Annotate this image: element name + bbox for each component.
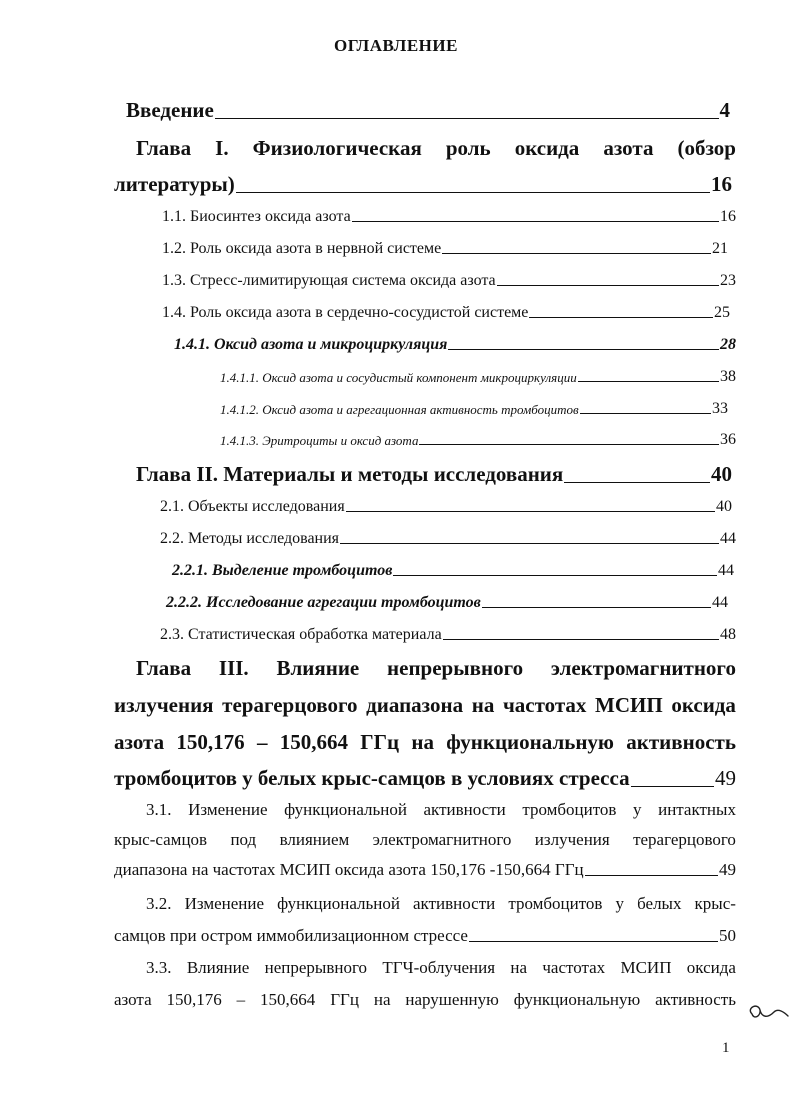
page-number: 1	[722, 1040, 730, 1056]
toc-label: 1.4.1.2. Оксид азота и агрегационная активность тромбоцитов	[220, 402, 579, 417]
word: электромагнитного	[550, 656, 736, 680]
toc-page: 48	[720, 626, 736, 643]
leader-line	[578, 381, 719, 382]
word: оксида	[514, 136, 580, 160]
toc-label: 1.2. Роль оксида азота в нервной системе	[162, 240, 442, 257]
toc-entry-1-1[interactable]	[162, 208, 736, 226]
word: у	[633, 800, 642, 819]
leader-line	[419, 444, 719, 445]
leader-line	[352, 221, 719, 222]
word: тромбоцитов	[522, 800, 617, 819]
leader-line	[215, 118, 719, 119]
word: 150,664	[260, 990, 316, 1009]
word: активность	[626, 730, 736, 754]
toc-label: 2.2.2. Исследование агрегации тромбоцитов	[166, 594, 481, 611]
toc-entry-1-3[interactable]	[162, 272, 736, 290]
chapter-3-heading-line-2	[114, 693, 736, 718]
toc-page: 44	[718, 562, 734, 579]
toc-entry-1-2[interactable]	[162, 240, 728, 258]
word: ГГц	[360, 730, 400, 754]
word: 3.1.	[146, 800, 172, 819]
word: на	[373, 990, 391, 1009]
word: крыс-	[694, 894, 736, 913]
leader-line	[580, 413, 711, 414]
toc-page: 49	[715, 766, 736, 790]
word: МСИП	[620, 958, 672, 977]
leader-line	[482, 607, 711, 608]
word: тромбоцитов	[508, 894, 603, 913]
chapter-1-heading-line-1[interactable]	[136, 136, 736, 161]
toc-label: 1.4.1.1. Оксид азота и сосудистый компонент микроциркуляции	[220, 370, 577, 385]
toc-label: 1.4.1. Оксид азота и микроциркуляция	[174, 336, 448, 353]
toc-label: литературы)	[114, 172, 235, 196]
page-title: ОГЛАВЛЕНИЕ	[334, 36, 458, 55]
word: влиянием	[279, 830, 350, 849]
word: оксида	[671, 693, 736, 717]
word: Влияние	[186, 958, 250, 977]
word: I.	[215, 136, 229, 160]
toc-page: 36	[720, 431, 736, 448]
word: излучения	[114, 693, 214, 717]
word: 150,176	[176, 730, 245, 754]
word: III.	[218, 656, 249, 680]
leader-line	[346, 511, 715, 512]
word: ТГЧ-облучения	[382, 958, 496, 977]
leader-line	[497, 285, 719, 286]
toc-page: 25	[714, 304, 730, 321]
word: крыс-самцов	[114, 830, 208, 849]
leader-line	[631, 786, 714, 787]
leader-line	[442, 253, 711, 254]
word: Изменение	[184, 894, 265, 913]
word: частотах	[542, 958, 606, 977]
toc-entry-chapter-1[interactable]	[114, 172, 732, 197]
toc-page: 23	[720, 272, 736, 289]
toc-entry-1-4-1-2[interactable]	[220, 400, 728, 418]
leader-line	[236, 192, 710, 193]
toc-page: 40	[711, 462, 732, 486]
word: роль	[445, 136, 491, 160]
toc-page: 40	[716, 498, 732, 515]
word: активность	[655, 990, 736, 1009]
word: азота	[114, 990, 152, 1009]
toc-label: 1.1. Биосинтез оксида азота	[162, 208, 351, 225]
toc-page: 28	[720, 336, 736, 353]
toc-page: 33	[712, 400, 728, 417]
toc-entry-2-2-2[interactable]	[166, 594, 728, 612]
word: функциональную	[513, 990, 641, 1009]
leader-line	[469, 941, 718, 942]
word: терагерцового	[222, 693, 358, 717]
toc-entry-2-2[interactable]	[160, 530, 736, 548]
word: Глава	[136, 136, 192, 160]
word: оксида	[686, 958, 736, 977]
toc-label: Глава II. Материалы и методы исследования	[136, 462, 564, 486]
toc-label: самцов при остром иммобилизационном стрессе	[114, 926, 468, 945]
word: на	[411, 730, 434, 754]
word: электромагнитного	[372, 830, 512, 849]
toc-entry-3-1[interactable]	[114, 860, 736, 880]
word: на	[471, 693, 495, 717]
toc-entry-2-3[interactable]	[160, 626, 736, 644]
toc-page: 4	[719, 98, 730, 122]
toc-label: диапазона на частотах МСИП оксида азота 150,176 -150,664 ГГц	[114, 860, 584, 879]
word: азота	[114, 730, 165, 754]
handwritten-signature	[744, 998, 790, 1024]
word: терагерцового	[633, 830, 736, 849]
toc-label: 2.1. Объекты исследования	[160, 498, 345, 515]
word: диапазона	[366, 693, 464, 717]
leader-line	[585, 875, 718, 876]
toc-entry-1-4-1-1[interactable]	[220, 368, 736, 386]
word: частотах	[502, 693, 587, 717]
toc-page: 38	[720, 368, 736, 385]
toc-entry-introduction[interactable]	[126, 98, 730, 123]
toc-page: 44	[720, 530, 736, 547]
toc-page: 16	[711, 172, 732, 196]
toc-page: 50	[719, 926, 736, 945]
word: активности	[413, 894, 496, 913]
toc-page: 44	[712, 594, 728, 611]
word: функциональной	[277, 894, 400, 913]
toc-entry-1-4[interactable]	[162, 304, 730, 322]
word: Влияние	[276, 656, 360, 680]
toc-label: 2.2.1. Выделение тромбоцитов	[172, 562, 393, 579]
toc-label: 1.3. Стресс-лимитирующая система оксида азота	[162, 272, 496, 289]
word: интактных	[658, 800, 736, 819]
word: белых	[637, 894, 682, 913]
toc-label: 1.4. Роль оксида азота в сердечно-сосудистой системе	[162, 304, 529, 321]
toc-label: 1.4.1.3. Эритроциты и оксид азота	[220, 433, 419, 448]
toc-entry-2-1[interactable]	[160, 498, 732, 516]
word: 150,176	[166, 990, 222, 1009]
toc-page: 16	[720, 208, 736, 225]
section-3-1-line-2	[114, 830, 736, 850]
word: Физиологическая	[252, 136, 422, 160]
word: азота	[603, 136, 654, 160]
word: Изменение	[188, 800, 268, 819]
word: МСИП	[595, 693, 663, 717]
word: непрерывного	[264, 958, 367, 977]
toc-entry-1-4-1-3[interactable]	[220, 431, 736, 449]
leader-line	[448, 349, 719, 350]
leader-line	[443, 639, 719, 640]
word: –	[236, 990, 246, 1009]
leader-line	[340, 543, 719, 544]
word: Глава	[136, 656, 192, 680]
toc-entry-1-4-1[interactable]	[174, 336, 736, 354]
word: активности	[423, 800, 506, 819]
chapter-3-heading-line-3	[114, 730, 736, 755]
section-3-3-line-2	[114, 990, 736, 1010]
toc-label: тромбоцитов у белых крыс-самцов в условиях стресса	[114, 766, 630, 790]
toc-page: 49	[719, 860, 736, 879]
section-3-3-line-1[interactable]	[146, 958, 736, 978]
word: на	[510, 958, 528, 977]
word: 3.2.	[146, 894, 172, 913]
leader-line	[393, 575, 717, 576]
word: функциональную	[446, 730, 614, 754]
word: под	[230, 830, 257, 849]
toc-entry-chapter-2[interactable]	[136, 462, 732, 487]
toc-page: 21	[712, 240, 728, 257]
word: непрерывного	[387, 656, 524, 680]
toc-entry-chapter-3[interactable]	[114, 766, 736, 791]
word: у	[615, 894, 625, 913]
section-3-2-line-1[interactable]	[146, 894, 736, 914]
toc-label: 2.3. Статистическая обработка материала	[160, 626, 442, 643]
toc-label: 2.2. Методы исследования	[160, 530, 340, 547]
word: 3.3.	[146, 958, 172, 977]
toc-entry-2-2-1[interactable]	[172, 562, 734, 580]
word: нарушенную	[405, 990, 499, 1009]
word: ГГц	[330, 990, 359, 1009]
toc-label: Введение	[126, 98, 214, 122]
leader-line	[564, 482, 710, 483]
section-3-1-line-1[interactable]	[146, 800, 736, 820]
word: –	[256, 730, 268, 754]
word: 150,664	[279, 730, 348, 754]
toc-entry-3-2[interactable]	[114, 926, 736, 946]
word: излучения	[534, 830, 610, 849]
chapter-3-heading-line-1[interactable]	[136, 656, 736, 681]
word: функциональной	[284, 800, 407, 819]
leader-line	[529, 317, 713, 318]
word: (обзор	[677, 136, 736, 160]
